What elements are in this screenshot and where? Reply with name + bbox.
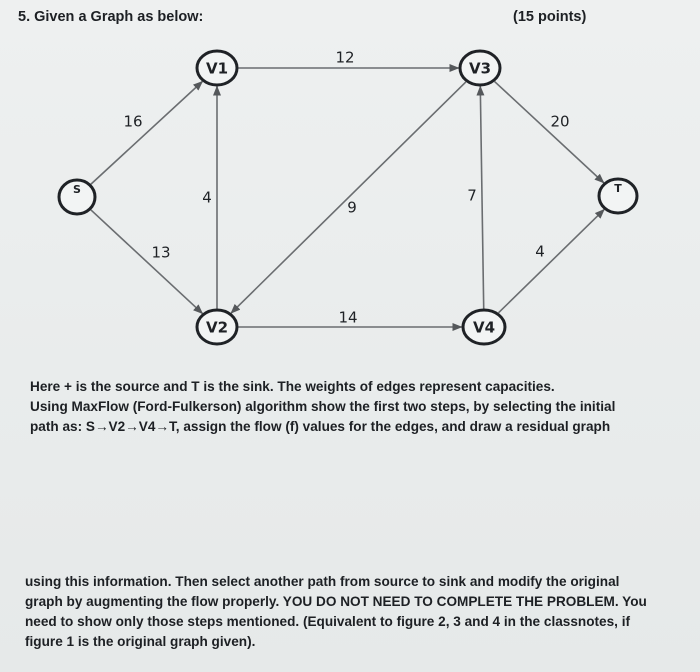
- question-points: (15 points): [513, 9, 587, 25]
- instructions-paragraph-2: [25, 572, 685, 652]
- edge-v3-t: [495, 82, 604, 183]
- node-label: V1: [205, 59, 229, 78]
- node-label: V2: [205, 318, 229, 337]
- text-line: Here + is the source and T is the sink. The weights of edges represent capacities.: [30, 379, 555, 394]
- edge-s-v1: [91, 82, 202, 185]
- text-line: graph by augmenting the flow properly. YOU DO NOT NEED TO COMPLETE THE PROBLEM. You: [25, 594, 647, 609]
- edge-v4-t: [498, 210, 604, 313]
- edge-weight-s-v2: 13: [151, 243, 171, 262]
- node-v1: [197, 51, 237, 85]
- node-v2: [197, 310, 237, 344]
- text-line: using this information. Then select another path from source to sink and modify the original: [25, 574, 620, 589]
- text-line: need to show only those steps mentioned. (Equivalent to figure 2, 3 and 4 in the classnotes, if: [25, 614, 631, 629]
- edge-v3-v2: [231, 82, 466, 313]
- edge-weight-v4-t: 4: [535, 242, 545, 261]
- edge-weight-v1-v3: 12: [335, 48, 355, 67]
- node-v4: [463, 310, 505, 344]
- text-line: path as: S→V2→V4→T, assign the flow (f) values for the edges, and draw a residual graph: [30, 419, 611, 434]
- node-v3: [460, 51, 500, 85]
- node-s: [59, 180, 95, 214]
- edge-weight-v4-v3: 7: [467, 186, 477, 205]
- text-line: figure 1 is the original graph given).: [25, 634, 256, 649]
- edge-v4-v3: [480, 86, 483, 308]
- edge-weight-v2-v1: 4: [202, 188, 212, 207]
- node-label: T: [614, 182, 622, 195]
- question-header: 5. Given a Graph as below:: [18, 9, 204, 25]
- node-t: [599, 179, 637, 213]
- edge-weight-v3-t: 20: [550, 112, 570, 131]
- node-label: V4: [472, 318, 496, 337]
- edge-weight-s-v1: 16: [123, 112, 143, 131]
- node-label: S: [73, 183, 81, 196]
- edge-weight-v2-v4: 14: [338, 308, 358, 327]
- node-label: V3: [468, 59, 492, 78]
- instructions-paragraph-1: [30, 377, 680, 437]
- edge-s-v2: [91, 210, 202, 314]
- edge-weight-v3-v2: 9: [347, 198, 357, 217]
- text-line: Using MaxFlow (Ford-Fulkerson) algorithm show the first two steps, by selecting the initial: [30, 399, 616, 414]
